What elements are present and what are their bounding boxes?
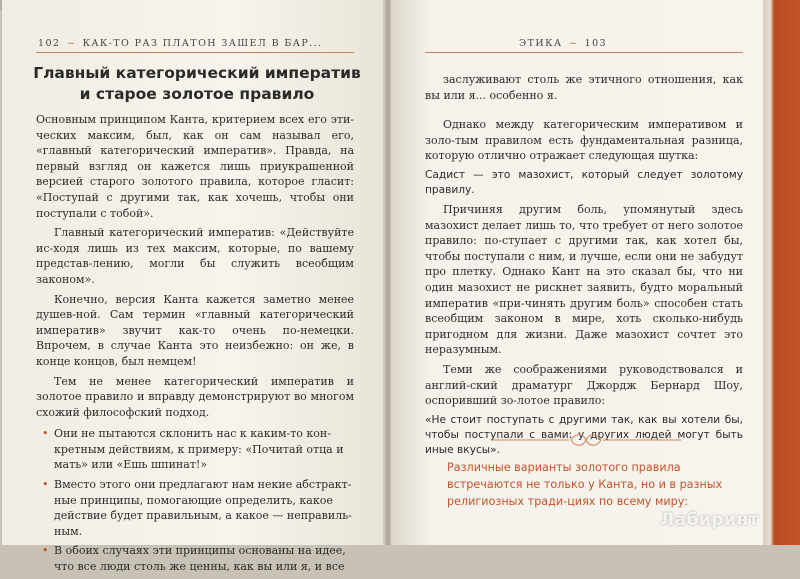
bullet-icon: • (42, 544, 49, 558)
shaw-quote: «Не стоит поступать с другими так, как вы хотели бы, чтобы поступали с вами: у других людей могут быть иные вкусы». (425, 413, 743, 456)
continuation-text: заслуживают столь же этичного отношения, как вы или я... особенно я. (425, 73, 743, 102)
left-running-head (38, 38, 322, 49)
bullet-list (36, 426, 354, 574)
list-item-text: В обоих случаях эти принципы основаны на идее, что все люди столь же ценны, как вы или я, и все (54, 544, 346, 574)
right-body (425, 72, 743, 462)
book-cover-edge (763, 0, 800, 545)
bullet-icon: • (42, 478, 49, 492)
paragraph: Основным принципом Канта, критерием всех его эти-ческих максим, был, как он сам называл его, «главный категорический императив». Правда, на первый взгляд он кажется лишь приукрашенной версией старого золотого правила, которое гласит: «Поступай с другими так, как хочешь, чтобы они поступали с тобой». (36, 113, 354, 220)
list-item-text: Они не пытаются склонить нас к каким-то кон-кретным действиям, к примеру: «Почитай отца и мать» или «Ешь шпинат!» (54, 427, 344, 472)
paragraph: Причиняя другим боль, упомянутый здесь мазохист делает лишь то, что требует от него золотое правило: по-ступает с другими так, как хотел бы, чтобы поступали с ним, и лучше, если они не забудут про плетку. Однако Кант на это сказал бы, что ни один мазохист не рискнет заявить, будто моральный императив «при-чинять другим боль» способен стать всеобщим законом в мире, хоть сколько-нибудь пригодном для жизни. Даже мазохист сочтет это неразумным. (425, 202, 743, 357)
ornament-icon: ~ (66, 38, 77, 49)
left-running-title: КАК-ТО РАЗ ПЛАТОН ЗАШЕЛ В БАР... (82, 38, 323, 49)
heading-line-2: и старое золотое правило (79, 85, 315, 103)
paragraph: Конечно, версия Канта кажется заметно менее душев-ной. Сам термин «главный категорический императив» звучит как-то очень по-немецки. Впрочем, в случае Канта это неизбежно: он же, в конце концов, был немцем! (36, 292, 354, 368)
right-header-rule (425, 52, 743, 53)
left-page (2, 0, 386, 574)
ornamental-divider-icon (491, 432, 681, 448)
left-header-rule (36, 52, 354, 53)
right-running-title: ЭТИКА (519, 38, 563, 49)
right-page-number: 103 (584, 38, 607, 49)
labirint-watermark: Лабиринт (660, 510, 760, 530)
paragraph: Тем не менее категорический императив и золотое правило и вправду демонстрируют во многом схожий философский подход. (36, 374, 354, 419)
paragraph: Однако между категорическим императивом и золо-тым правилом есть фундаментальная разница, которую отлично отражает следующая шутка: (425, 118, 743, 163)
left-body (36, 112, 354, 579)
list-item (36, 543, 354, 574)
heading-line-1: Главный категорический императив (33, 64, 361, 82)
highlight-callout: Различные варианты золотого правила встречаются не только у Канта, но и в разных религиозных тради-циях по всему миру: (447, 461, 723, 508)
right-running-head (519, 38, 607, 49)
paragraph: Теми же соображениями руководствовался и англий-ский драматург Джордж Бернард Шоу, оспоривший зо-лотое правило: (425, 362, 743, 408)
ornament-icon: ~ (568, 38, 579, 49)
list-item (36, 477, 354, 539)
left-page-number: 102 (38, 38, 61, 49)
section-heading (22, 63, 372, 105)
joke-quote: Садист — это мазохист, который следует золотому правилу. (425, 168, 743, 196)
paragraph: Главный категорический императив: «Действуйте ис-ходя лишь из тех максим, которые, по вашему представ-лению, могли бы служить всеобщим законом». (36, 226, 354, 286)
list-item (36, 426, 354, 473)
list-item-text: Вместо этого они предлагают нам некие абстракт-ные принципы, помогающие определить, какое действие будет правильным, а какое — неправиль-ным. (54, 478, 352, 538)
bullet-icon: • (42, 427, 49, 441)
right-page (391, 0, 763, 545)
